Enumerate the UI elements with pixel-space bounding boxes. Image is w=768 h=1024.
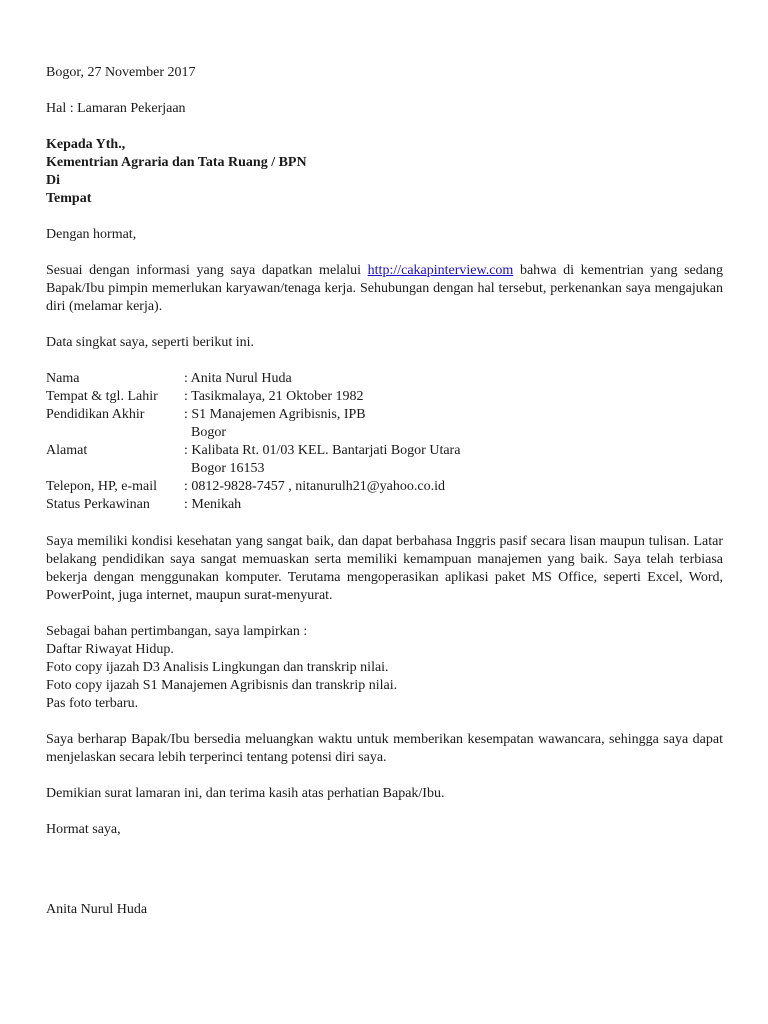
attachment-item: Pas foto terbaru.	[46, 696, 139, 711]
name-row	[46, 370, 723, 388]
status-label: Status Perkawinan	[46, 497, 150, 512]
birth-row	[46, 388, 723, 406]
intro-text-after-link: bahwa di kementrian yang sedang Bapak/Ibu pimpin memerlukan karyawan/tenaga kerja. Sehubungan dengan hal tersebut, perkenankan saya mengajukan diri (melamar kerja).	[46, 263, 723, 314]
education-row-cont	[46, 424, 723, 442]
status-value: : Menikah	[184, 497, 242, 512]
status-row	[46, 496, 723, 514]
attachment-item: Foto copy ijazah D3 Analisis Lingkungan dan transkrip nilai.	[46, 660, 389, 675]
attachments-intro: Sebagai bahan pertimbangan, saya lampirkan :	[46, 624, 308, 639]
phone-label: Telepon, HP, e-mail	[46, 479, 157, 494]
greeting: Dengan hormat,	[46, 227, 137, 242]
subject-line: Hal : Lamaran Pekerjaan	[46, 101, 186, 116]
attachment-item: Daftar Riwayat Hidup.	[46, 642, 174, 657]
recipient-line-3: Di	[46, 173, 60, 188]
place-date: Bogor, 27 November 2017	[46, 65, 196, 80]
recipient-block	[46, 136, 723, 208]
intro-paragraph	[46, 262, 723, 316]
closing-line: Demikian surat lamaran ini, dan terima kasih atas perhatian Bapak/Ibu.	[46, 786, 445, 801]
address-label: Alamat	[46, 443, 88, 458]
data-intro: Data singkat saya, seperti berikut ini.	[46, 335, 254, 350]
attachment-item: Foto copy ijazah S1 Manajemen Agribisnis dan transkrip nilai.	[46, 678, 398, 693]
sign-off: Hormat saya,	[46, 822, 121, 837]
phone-value: : 0812-9828-7457 , nitanurulh21@yahoo.co.id	[184, 479, 445, 494]
personal-data-table	[46, 370, 723, 514]
education-label: Pendidikan Akhir	[46, 407, 145, 422]
signature-name: Anita Nurul Huda	[46, 902, 148, 917]
education-value-cont: Bogor	[191, 425, 226, 440]
address-value: : Kalibata Rt. 01/03 KEL. Bantarjati Bogor Utara	[184, 443, 461, 458]
name-label: Nama	[46, 371, 80, 386]
intro-text-before-link: Sesuai dengan informasi yang saya dapatkan melalui	[46, 263, 368, 278]
address-row	[46, 442, 723, 460]
name-value: : Anita Nurul Huda	[184, 371, 292, 386]
recipient-line-2: Kementrian Agraria dan Tata Ruang / BPN	[46, 155, 307, 170]
attachments-block	[46, 623, 723, 713]
address-row-cont	[46, 460, 723, 478]
recipient-line-4: Tempat	[46, 191, 92, 206]
education-value: : S1 Manajemen Agribisnis, IPB	[184, 407, 366, 422]
recipient-line-1: Kepada Yth.,	[46, 137, 126, 152]
cakapinterview-link[interactable]: http://cakapinterview.com	[367, 263, 514, 278]
letter-page	[46, 64, 723, 919]
skills-paragraph: Saya memiliki kondisi kesehatan yang sangat baik, dan dapat berbahasa Inggris pasif secara lisan maupun tulisan. Latar belakang pendidikan saya sangat memuaskan serta memiliki kemampuan manajemen yang baik. Saya telah terbiasa bekerja dengan menggunakan komputer. Terutama mengoperasikan aplikasi paket MS Office, seperti Excel, Word, PowerPoint, juga internet, maupun surat-menyurat.	[46, 534, 723, 603]
education-row	[46, 406, 723, 424]
address-value-cont: Bogor 16153	[191, 461, 265, 476]
birth-label: Tempat & tgl. Lahir	[46, 389, 158, 404]
phone-row	[46, 478, 723, 496]
birth-value: : Tasikmalaya, 21 Oktober 1982	[184, 389, 364, 404]
hope-paragraph: Saya berharap Bapak/Ibu bersedia meluangkan waktu untuk memberikan kesempatan wawancara, sehingga saya dapat menjelaskan secara lebih terperinci tentang potensi diri saya.	[46, 732, 723, 765]
